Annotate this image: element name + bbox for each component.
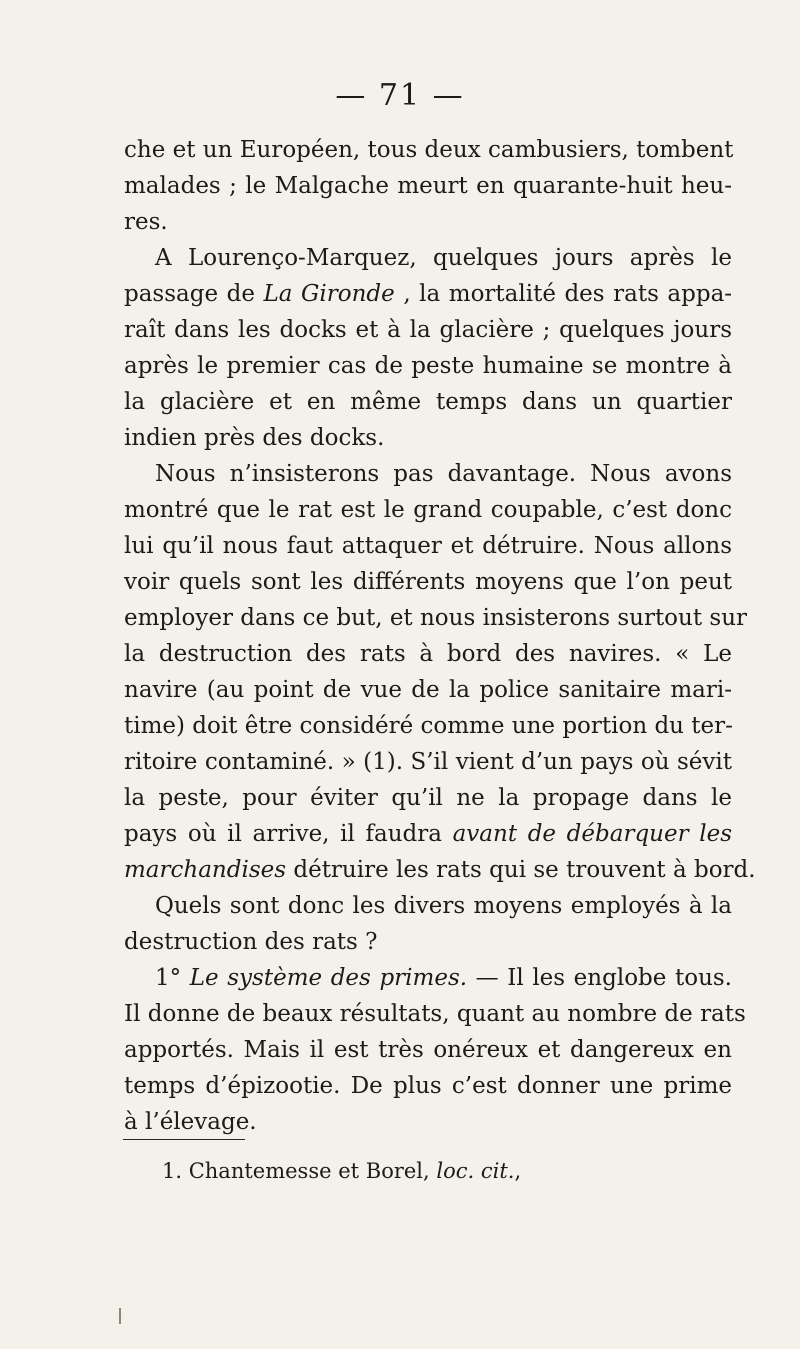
page-number: — 71 — [335, 78, 465, 113]
text-line [124, 276, 732, 312]
text-line: Nous n’insisterons pas davantage. Nous avons [155, 461, 732, 487]
text-line: raît dans les docks et à la glacière ; quelques jours [124, 317, 732, 343]
text-fragment: pays où il arrive, il faudra [124, 821, 442, 847]
text-line: après le premier cas de peste humaine se montre à [124, 353, 732, 379]
text-line [124, 852, 756, 888]
text-line: Il donne de beaux résultats, quant au nombre de rats [124, 1001, 746, 1027]
emphasis: avant de débarquer les [452, 821, 732, 847]
main-text [124, 132, 756, 1140]
text-line: A Lourenço-Marquez, quelques jours après le [155, 245, 732, 271]
footnote-citation: loc. cit. [436, 1159, 515, 1183]
text-line: montré que le rat est le grand coupable, c’est donc [124, 497, 732, 523]
text-line: apportés. Mais il est très onéreux et dangereux en [124, 1037, 732, 1063]
item-number: 1° [155, 965, 182, 991]
text-line: lui qu’il nous faut attaquer et détruire. Nous allons [124, 533, 732, 559]
ship-name: La Gironde [263, 281, 395, 307]
text-line: time) doit être considéré comme une portion du ter- [124, 713, 733, 739]
text-line: indien près des docks. [124, 425, 385, 451]
text-line: employer dans ce but, et nous insisterons surtout sur [124, 605, 748, 631]
text-line: la glacière et en même temps dans un quartier [124, 389, 732, 415]
text-fragment: détruire les rats qui se trouvent à bord. [293, 857, 756, 883]
text-line: la peste, pour éviter qu’il ne la propage dans le [124, 785, 732, 811]
text-line: à l’élevage. [124, 1109, 257, 1135]
print-mark [119, 1308, 121, 1324]
footnote-suffix: , [514, 1159, 522, 1183]
text-line: res. [124, 209, 168, 235]
text-line: malades ; le Malgache meurt en quarante-huit heu- [124, 173, 732, 199]
text-fragment: passage de [124, 281, 255, 307]
text-fragment: — Il les englobe tous. [475, 965, 732, 991]
emphasis: marchandises [124, 857, 287, 883]
text-line [124, 816, 732, 852]
text-line: temps d’épizootie. De plus c’est donner une prime [124, 1073, 732, 1099]
text-line: Quels sont donc les divers moyens employés à la [155, 893, 732, 919]
footnote [162, 1157, 521, 1185]
text-line: che et un Européen, tous deux cambusiers, tombent [124, 137, 734, 163]
text-line: ritoire contaminé. » (1). S’il vient d’un pays où sévit [124, 749, 732, 775]
text-line: la destruction des rats à bord des navires. « Le [124, 641, 732, 667]
text-line: navire (au point de vue de la police sanitaire mari- [124, 677, 732, 703]
text-line [124, 960, 732, 996]
footnote-divider [123, 1139, 245, 1140]
section-heading: Le système des primes. [189, 965, 468, 991]
text-line: voir quels sont les différents moyens que l’on peut [124, 569, 732, 595]
text-fragment: , la mortalité des rats appa- [403, 281, 733, 307]
footnote-text: 1. Chantemesse et Borel, [162, 1159, 430, 1183]
text-line: destruction des rats ? [124, 929, 378, 955]
